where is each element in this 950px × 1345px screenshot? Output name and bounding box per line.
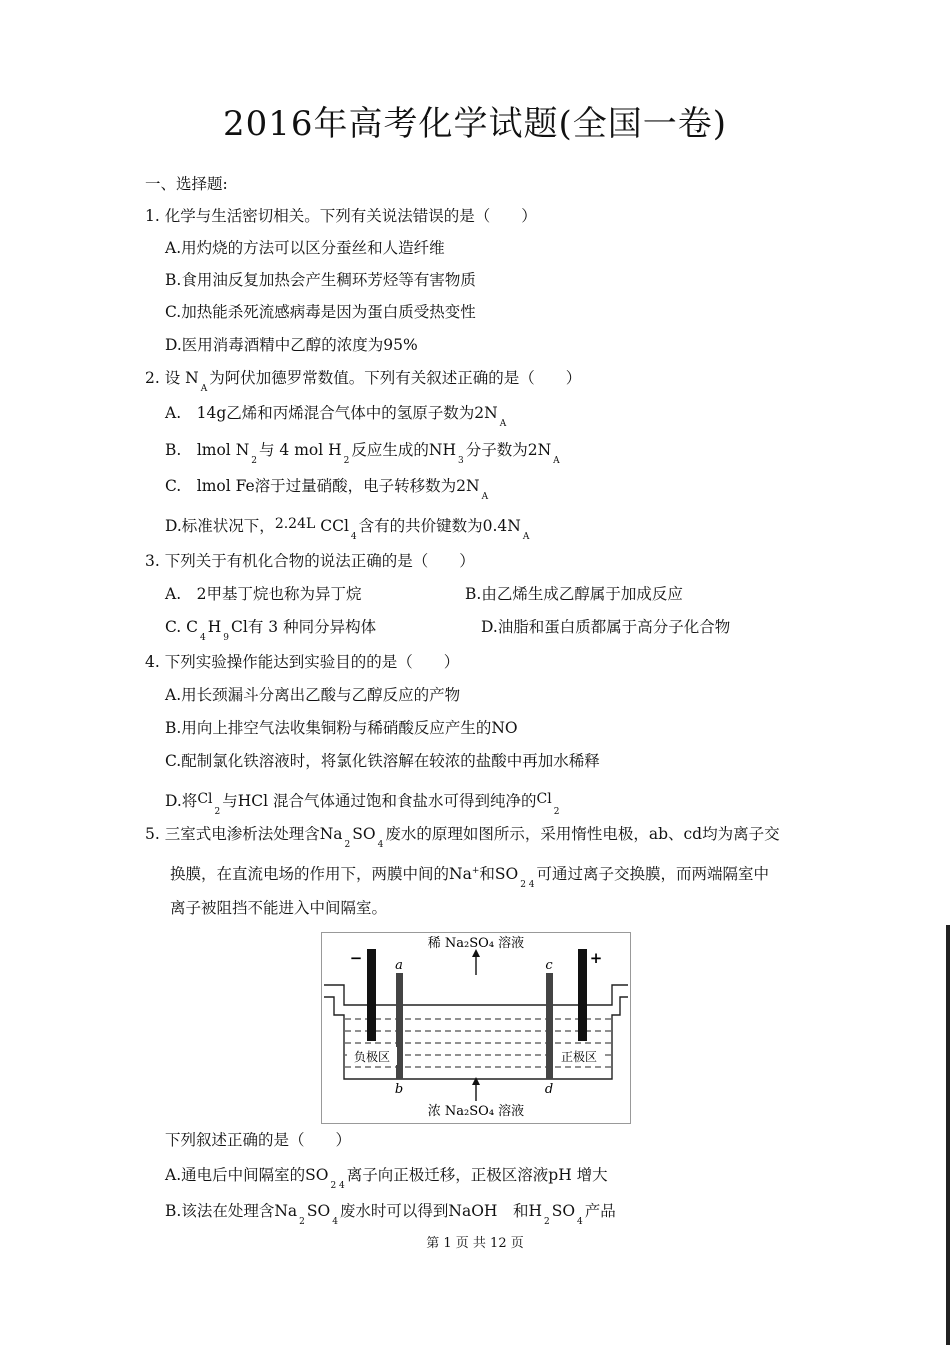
q5-b-sub2: 4 xyxy=(332,1217,338,1227)
q2-option-c xyxy=(165,476,490,507)
q2-d-sub2: A xyxy=(522,532,530,542)
q3-c-1: C. C xyxy=(165,618,199,636)
q2-d-2: 2.24L xyxy=(274,516,316,532)
q5-l2-sub: 2 4 xyxy=(520,880,535,890)
q2-a-text: A. 14g乙烯和丙烯混合气体中的氢原子数为2N xyxy=(165,404,498,422)
electrodialysis-diagram xyxy=(321,932,631,1124)
q5-l1-2: SO xyxy=(352,825,376,843)
q4-stem: 4. 下列实验操作能达到实验目的的是（ ） xyxy=(145,653,460,671)
q3-option-c xyxy=(165,617,376,648)
top-solution-label: 稀 Na₂SO₄ 溶液 xyxy=(427,936,525,951)
q2-b-2: 与 4 mol H xyxy=(259,441,342,459)
q5-l2-sup: + xyxy=(471,866,480,876)
q5-l1-sub1: 2 xyxy=(344,840,351,850)
membrane-cd xyxy=(546,973,553,1079)
q5-a-2: 离子向正极迁移，正极区溶液pH 增大 xyxy=(346,1166,608,1184)
positive-zone-label: 正极区 xyxy=(560,1050,598,1064)
q5-l2-3: 可通过离子交换膜，而两端隔室中 xyxy=(536,865,770,883)
q5-l1-1: 5. 三室式电渗析法处理含Na xyxy=(145,825,343,843)
q5-line-3: 离子被阻挡不能进入中间隔室。 xyxy=(170,899,388,917)
q4-d-sub2: 2 xyxy=(553,807,560,817)
q5-b-sub3: 2 xyxy=(543,1217,550,1227)
q4-option-b: B.用向上排空气法收集铜粉与稀硝酸反应产生的NO xyxy=(165,719,518,737)
q2-b-sub3: 3 xyxy=(457,456,464,466)
negative-zone-label: 负极区 xyxy=(353,1050,391,1064)
q4-option-a: A.用长颈漏斗分离出乙酸与乙醇反应的产物 xyxy=(165,686,461,704)
q4-option-c: C.配制氯化铁溶液时，将氯化铁溶解在较浓的盐酸中再加水稀释 xyxy=(165,752,600,770)
q2-stem-start: 2. 设 N xyxy=(145,369,199,387)
q2-b-1: B. lmol N xyxy=(165,441,250,459)
q1-option-c: C.加热能杀死流感病毒是因为蛋白质受热变性 xyxy=(165,303,476,321)
q2-d-1: D.标准状况下， xyxy=(165,517,275,535)
q4-d-3: 与HCl 混合气体通过饱和食盐水可得到纯净的 xyxy=(222,792,537,810)
q5-l1-sub2: 4 xyxy=(377,840,384,850)
q5-b-3: 废水时可以得到NaOH 和H xyxy=(339,1202,542,1220)
label-c: c xyxy=(545,958,553,973)
q3-option-a: A. 2甲基丁烷也称为异丁烷 xyxy=(165,585,362,603)
q4-d-1: D.将 xyxy=(165,792,198,810)
q2-b-4: 分子数为2N xyxy=(465,441,552,459)
q2-c-sub: A xyxy=(481,492,489,502)
q3-option-d: D.油脂和蛋白质都属于高分子化合物 xyxy=(481,618,731,636)
q5-ask: 下列叙述正确的是（ ） xyxy=(165,1131,352,1149)
q2-b-3: 反应生成的NH xyxy=(351,441,456,459)
q5-l1-3: 废水的原理如图所示，采用惰性电极，ab、cd均为离子交 xyxy=(385,825,780,843)
q3-option-b: B.由乙烯生成乙醇属于加成反应 xyxy=(465,585,683,603)
q2-d-4: 含有的共价键数为0.4N xyxy=(358,517,521,535)
q5-line-1 xyxy=(145,824,780,855)
q4-d-4: Cl xyxy=(536,791,552,807)
q4-option-d xyxy=(165,789,561,822)
q3-stem: 3. 下列关于有机化合物的说法正确的是（ ） xyxy=(145,552,475,570)
page-footer: 第 1 页 共 12 页 xyxy=(426,1236,524,1251)
q5-l2-2: 和SO xyxy=(479,865,519,883)
bottom-solution-label: 浓 Na₂SO₄ 溶液 xyxy=(427,1104,525,1119)
q2-option-b xyxy=(165,440,562,471)
q5-b-sub1: 2 xyxy=(299,1217,305,1227)
section-heading: 一、选择题: xyxy=(145,175,228,193)
q2-a-sub: A xyxy=(499,419,507,429)
q2-option-d xyxy=(165,514,531,547)
minus-sign: − xyxy=(349,949,363,967)
q4-d-2: Cl xyxy=(197,791,213,807)
label-a: a xyxy=(395,958,403,973)
q2-option-a xyxy=(165,403,508,434)
q5-line-2 xyxy=(170,861,769,895)
q3-c-3: Cl有 3 种同分异构体 xyxy=(231,618,377,636)
q5-option-a xyxy=(165,1165,608,1196)
q5-b-2: SO xyxy=(306,1202,331,1220)
q2-c-text: C. lmol Fe溶于过量硝酸，电子转移数为2N xyxy=(165,477,480,495)
negative-electrode xyxy=(367,949,376,1041)
q4-d-sub1: 2 xyxy=(214,807,221,817)
q5-a-sub: 2 4 xyxy=(330,1181,345,1191)
inflow-arrow-head xyxy=(472,1077,480,1085)
q1-option-b: B.食用油反复加热会产生稠环芳烃等有害物质 xyxy=(165,271,476,289)
q2-stem-subscript: A xyxy=(200,384,208,394)
q5-b-4: SO xyxy=(551,1202,576,1220)
positive-electrode xyxy=(578,949,587,1041)
q5-option-b xyxy=(165,1201,616,1232)
q5-b-1: B.该法在处理含Na xyxy=(165,1202,298,1220)
q2-d-3: CCl xyxy=(320,517,349,535)
membrane-ab xyxy=(396,973,403,1079)
q1-option-d: D.医用消毒酒精中乙醇的浓度为95% xyxy=(165,336,418,354)
q2-stem xyxy=(145,368,581,399)
q1-stem: 1. 化学与生活密切相关。下列有关说法错误的是（ ） xyxy=(145,207,537,225)
q5-l2-1: 换膜，在直流电场的作用下，两膜中间的Na xyxy=(170,865,472,883)
q3-c-sub1: 4 xyxy=(200,633,206,643)
label-b: b xyxy=(394,1082,404,1097)
q1-option-a: A.用灼烧的方法可以区分蚕丝和人造纤维 xyxy=(165,239,445,257)
q2-d-sub1: 4 xyxy=(350,532,357,542)
document-title: 2016年高考化学试题(全国一卷) xyxy=(222,104,728,144)
q2-b-sub1: 2 xyxy=(251,456,257,466)
q5-b-sub4: 4 xyxy=(577,1217,583,1227)
q2-stem-end: 为阿伏加德罗常数值。下列有关叙述正确的是（ ） xyxy=(209,369,582,387)
page-edge-shadow xyxy=(946,925,950,1345)
label-d: d xyxy=(544,1082,554,1097)
q3-c-2: H xyxy=(207,618,222,636)
q5-a-1: A.通电后中间隔室的SO xyxy=(165,1166,329,1184)
q2-b-sub2: 2 xyxy=(343,456,350,466)
plus-sign: + xyxy=(589,949,603,967)
q2-b-sub4: A xyxy=(553,456,560,466)
q3-c-sub2: 9 xyxy=(223,633,230,643)
q5-b-5: 产品 xyxy=(584,1202,616,1220)
